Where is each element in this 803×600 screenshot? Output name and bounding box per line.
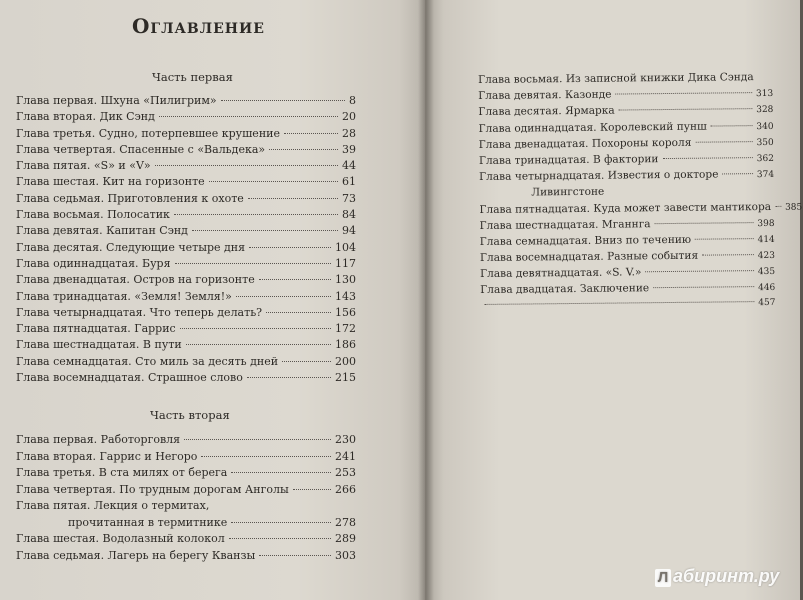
dot-leader — [655, 222, 754, 224]
toc-entry-title: Глава двенадцатая. Остров на горизонте — [16, 273, 255, 287]
toc-entry-title: Глава третья. В ста милях от берега — [16, 466, 228, 479]
dot-leader — [247, 377, 331, 378]
toc-entry — [16, 110, 356, 126]
toc-entry-page: 143 — [335, 289, 356, 303]
toc-entry-page: 73 — [342, 191, 356, 205]
toc-entry — [16, 94, 356, 110]
dot-leader — [174, 214, 338, 215]
toc-entry-title: Глава пятнадцатая. Куда может завести мантикора — [479, 200, 772, 216]
toc-entry — [16, 192, 356, 208]
dot-leader — [282, 361, 331, 362]
toc-entry-title: Глава девятая. Казонде — [478, 88, 612, 103]
toc-entry-page: 374 — [756, 170, 775, 181]
toc-entry-title: Глава четвертая. По трудным дорогам Анголы — [16, 482, 289, 496]
toc-entry-page: 278 — [335, 515, 356, 529]
toc-entry — [16, 273, 356, 289]
toc-entry-page: 20 — [342, 110, 356, 124]
dot-leader — [775, 205, 781, 206]
toc-entry-page: 446 — [758, 283, 776, 294]
toc-entry-title: Глава вторая. Гаррис и Негоро — [16, 449, 198, 463]
toc-entry-page: 230 — [335, 433, 356, 446]
toc-entry — [16, 355, 356, 371]
toc-entry — [16, 466, 356, 483]
dot-leader — [259, 555, 331, 556]
toc-entry-title: Глава одиннадцатая. Буря — [16, 256, 171, 270]
toc-entry-title: Глава шестнадцатая. Мганнга — [479, 217, 651, 232]
toc-entry — [16, 483, 356, 500]
toc-list-part-two — [16, 433, 356, 565]
toc-entry-title: Глава вторая. Дик Сэнд — [16, 110, 155, 124]
toc-entry — [16, 241, 356, 257]
dot-leader — [653, 287, 754, 289]
dot-leader — [209, 181, 338, 182]
toc-entry-title: Глава двадцатая. Заключение — [480, 282, 650, 297]
toc-entry-page: 350 — [756, 137, 774, 148]
toc-entry-title: Глава десятая. Следующие четыре дня — [16, 240, 246, 254]
watermark-text: абиринт.ру — [673, 566, 780, 586]
page-title: Оглавление — [132, 14, 265, 38]
dot-leader — [695, 238, 753, 240]
toc-entry-title: Глава восемнадцатая. Страшное слово — [16, 371, 243, 385]
toc-entry-page: 457 — [758, 297, 776, 308]
toc-entry-title: Глава пятая. Лекция о термитах, — [16, 499, 210, 512]
toc-entry-title: Ливингстоне — [531, 185, 605, 199]
dot-leader — [231, 472, 331, 473]
toc-entry-page: 328 — [756, 105, 774, 116]
dot-leader — [155, 165, 338, 166]
toc-entry-page: 186 — [335, 338, 356, 352]
toc-list-continued — [478, 71, 803, 317]
book-gutter — [418, 0, 434, 600]
dot-leader — [180, 328, 331, 329]
dot-leader — [484, 301, 754, 305]
toc-entry — [16, 338, 356, 354]
dot-leader — [192, 230, 338, 231]
dot-leader — [266, 312, 331, 313]
toc-entry — [16, 127, 356, 143]
toc-entry-title: Глава первая. Шхуна «Пилигрим» — [16, 94, 217, 107]
toc-entry-page: 241 — [335, 449, 356, 463]
toc-entry-page: 200 — [335, 354, 356, 368]
logo-mark: Л — [655, 569, 671, 587]
toc-entry — [16, 322, 356, 338]
toc-entry-page: 28 — [342, 126, 356, 140]
toc-entry-page: 253 — [335, 466, 356, 479]
toc-entry — [480, 298, 775, 317]
dot-leader — [293, 489, 331, 490]
toc-entry-title: Глава четырнадцатая. Что теперь делать? — [16, 305, 263, 319]
dot-leader — [702, 254, 754, 256]
toc-entry-title: Глава восьмая. Полосатик — [16, 208, 170, 222]
dot-leader — [159, 116, 338, 117]
toc-entry-title: Глава пятая. «S» и «V» — [16, 159, 151, 173]
dot-leader — [221, 100, 345, 101]
toc-entry-title: прочитанная в термитнике — [68, 515, 228, 529]
toc-entry-title: Глава шестая. Водолазный колокол — [16, 532, 225, 545]
toc-entry-title: Глава семнадцатая. Сто миль за десять дней — [16, 354, 279, 368]
toc-entry-title: Глава четвертая. Спасенные с «Вальдека» — [16, 142, 266, 156]
toc-entry-page: 84 — [342, 208, 356, 222]
toc-entry-page: 385 — [784, 202, 803, 213]
toc-entry — [16, 257, 356, 273]
toc-entry-title: Глава тринадцатая. В фактории — [478, 153, 659, 167]
toc-entry-title: Глава десятая. Ярмарка — [478, 104, 615, 119]
dot-leader — [175, 263, 331, 264]
toc-entry-page: 423 — [757, 250, 775, 262]
dot-leader — [269, 149, 338, 150]
toc-entry-title: Глава седьмая. Лагерь на берегу Кванзы — [16, 548, 256, 562]
toc-entry-page: 94 — [342, 224, 356, 238]
dot-leader — [231, 522, 331, 523]
toc-entry-page: 39 — [342, 142, 356, 156]
toc-entry-page: 156 — [335, 305, 356, 319]
dot-leader — [695, 141, 752, 143]
toc-entry-title: Глава одиннадцатая. Королевский пунш — [478, 120, 707, 135]
toc-entry-title: Глава тринадцатая. «Земля! Земля!» — [16, 289, 232, 303]
toc-entry-page: 130 — [335, 273, 356, 287]
dot-leader — [184, 439, 331, 440]
dot-leader — [236, 296, 331, 297]
toc-entry — [16, 433, 356, 450]
toc-entry — [16, 532, 356, 549]
toc-entry-title: Глава шестнадцатая. В пути — [16, 338, 182, 352]
dot-leader — [229, 538, 331, 539]
toc-entry — [16, 549, 356, 566]
dot-leader — [248, 198, 338, 199]
toc-entry — [16, 143, 356, 159]
dot-leader — [662, 157, 752, 159]
toc-entry-page: 104 — [335, 240, 356, 254]
dot-leader — [186, 344, 331, 345]
dot-leader — [201, 456, 331, 457]
toc-entry-title: Глава седьмая. Приготовления к охоте — [16, 191, 244, 205]
toc-entry-title: Глава шестая. Кит на горизонте — [16, 175, 205, 189]
dot-leader — [711, 125, 753, 126]
toc-entry-page: 303 — [335, 548, 356, 562]
toc-entry — [16, 450, 356, 467]
toc-entry-title: Глава четырнадцатая. Известия о докторе — [479, 168, 719, 184]
toc-entry-title: Глава семнадцатая. Вниз по течению — [479, 233, 692, 248]
toc-entry-page: 362 — [756, 153, 774, 165]
dot-leader — [615, 92, 752, 94]
site-watermark — [655, 566, 779, 587]
part-one-heading: Часть первая — [152, 70, 233, 84]
toc-entry-title: Глава восемнадцатая. Разные события — [479, 249, 699, 265]
toc-entry — [16, 208, 356, 224]
toc-entry-title: Глава третья. Судно, потерпевшее крушение — [16, 126, 280, 140]
toc-entry-title: Глава пятнадцатая. Гаррис — [16, 322, 176, 336]
toc-entry-page: 172 — [335, 322, 356, 336]
dot-leader — [722, 173, 752, 174]
toc-entry — [16, 159, 356, 175]
toc-entry-page: 398 — [757, 218, 775, 229]
toc-entry — [16, 516, 356, 533]
toc-entry — [16, 290, 356, 306]
toc-entry-page: 8 — [349, 94, 356, 107]
part-two-heading: Часть вторая — [150, 408, 230, 422]
toc-entry-page: 435 — [757, 267, 776, 278]
toc-entry-page: 215 — [335, 371, 356, 385]
toc-entry-page: 313 — [755, 89, 774, 100]
right-page — [425, 0, 803, 600]
toc-entry — [16, 224, 356, 240]
toc-entry-title: Глава девятнадцатая. «S. V.» — [480, 266, 642, 281]
toc-entry — [16, 371, 356, 387]
dot-leader — [259, 279, 331, 280]
toc-entry — [16, 306, 356, 322]
toc-entry-page: 340 — [756, 121, 774, 132]
toc-entry — [16, 499, 356, 516]
toc-entry-title: Глава первая. Работорговля — [16, 433, 181, 446]
toc-entry-page: 414 — [757, 234, 775, 245]
toc-entry-page: 117 — [335, 256, 356, 270]
dot-leader — [619, 109, 752, 111]
toc-entry-title: Глава девятая. Капитан Сэнд — [16, 224, 188, 238]
dot-leader — [249, 247, 331, 248]
toc-list-part-one — [16, 94, 356, 387]
toc-entry-page: 266 — [335, 482, 356, 496]
dot-leader — [608, 190, 770, 192]
toc-entry-page: 61 — [342, 175, 356, 189]
toc-entry-page: 289 — [335, 532, 356, 545]
toc-entry-title: Глава двенадцатая. Похороны короля — [478, 136, 692, 151]
dot-leader — [645, 270, 753, 272]
dot-leader — [284, 133, 338, 134]
toc-entry — [16, 175, 356, 191]
toc-entry-page: 44 — [342, 159, 356, 173]
toc-entry-title: Глава восьмая. Из записной книжки Дика Сэнда — [478, 71, 754, 86]
